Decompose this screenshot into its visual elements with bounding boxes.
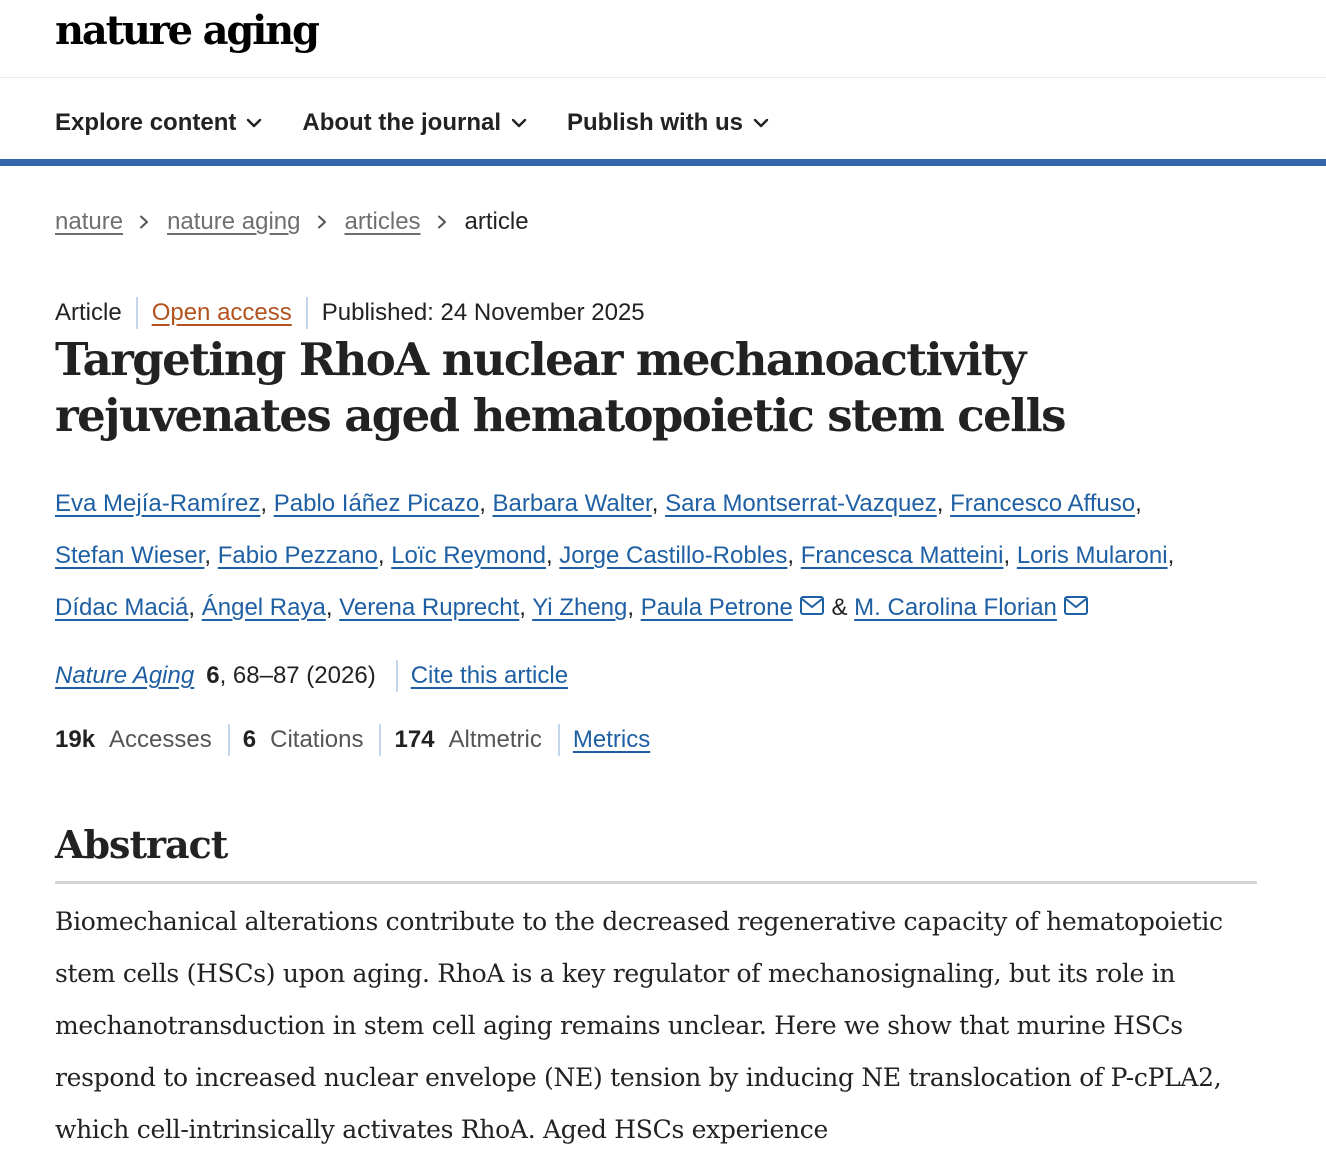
article-type: Article	[55, 299, 122, 326]
author-link[interactable]: Pablo Iáñez Picazo	[273, 490, 480, 517]
author-link[interactable]: Eva Mejía-Ramírez	[55, 490, 261, 517]
author-link[interactable]: Ángel Raya	[201, 594, 326, 621]
article-title: Targeting RhoA nuclear mechanoactivity rejuvenates aged hematopoietic stem cells	[55, 333, 1065, 442]
breadcrumb-link-nature-aging[interactable]: nature aging	[167, 208, 301, 235]
citations-count: 6	[242, 726, 257, 753]
metrics-divider	[379, 724, 381, 756]
author-link[interactable]: Sara Montserrat-Vazquez	[665, 490, 937, 517]
author-list	[55, 478, 1285, 634]
author-link[interactable]: Barbara Walter	[492, 490, 652, 517]
breadcrumb-current: article	[464, 208, 529, 235]
journal-logo[interactable]: nature aging	[55, 7, 318, 54]
author-separator: ,	[260, 490, 274, 517]
abstract-text: Biomechanical alterations contribute to the decreased regenerative capacity of hematopoietic stem cells (HSCs) upon aging. RhoA is a key regulator of mechanosignaling, but its role in mechanotransduction in stem cell aging remains unclear. Here we show that murine HSCs respond to increased nuclear envelope (NE) tension by inducing NE translocation of P-cPLA2, which cell-intrinsically activates RhoA. Aged HSCs experience	[55, 907, 1223, 1144]
author-link[interactable]: Loris Mularoni	[1016, 542, 1168, 569]
author-separator: ,	[1003, 542, 1017, 569]
author-link[interactable]: Stefan Wieser	[55, 542, 205, 569]
author-separator: ,	[377, 542, 392, 569]
breadcrumb	[55, 208, 529, 236]
citations-label: Citations	[270, 726, 364, 753]
citation-divider	[396, 660, 398, 692]
cite-this-article-link[interactable]: Cite this article	[410, 662, 569, 689]
envelope-icon[interactable]	[799, 584, 825, 606]
author-link[interactable]: Dídac Maciá	[55, 594, 189, 621]
author-separator: ,	[1135, 490, 1142, 517]
envelope-icon[interactable]	[1063, 584, 1089, 606]
breadcrumb-link-nature[interactable]: nature	[55, 208, 124, 235]
meta-divider	[306, 297, 308, 329]
altmetric-label: Altmetric	[448, 726, 542, 753]
author-separator: ,	[1167, 542, 1175, 569]
breadcrumb-link-articles[interactable]: articles	[344, 208, 421, 235]
author-link[interactable]: Paula Petrone	[640, 594, 793, 621]
nav-item-label: Explore content	[55, 109, 237, 136]
volume-number: 6	[206, 662, 220, 689]
author-separator: ,	[188, 594, 202, 621]
author-separator: ,	[479, 490, 493, 517]
chevron-down-icon	[511, 115, 527, 131]
author-separator: ,	[627, 594, 641, 621]
metrics-divider	[228, 724, 230, 756]
abstract-heading: Abstract	[55, 822, 228, 867]
citation-line	[55, 660, 568, 692]
abstract-divider	[55, 881, 1257, 884]
author-link[interactable]: Francesco Affuso	[950, 490, 1136, 517]
nav-explore-content[interactable]	[55, 107, 262, 139]
author-separator: ,	[204, 542, 218, 569]
main-nav	[0, 79, 1326, 166]
accesses-label: Accesses	[109, 726, 212, 753]
nav-item-label: About the journal	[302, 109, 502, 136]
author-link[interactable]: Loïc Reymond	[391, 542, 546, 569]
chevron-down-icon	[246, 115, 262, 131]
nav-item-label: Publish with us	[567, 109, 744, 136]
nav-publish-with-us[interactable]	[567, 107, 769, 139]
author-link[interactable]: Francesca Matteini	[800, 542, 1004, 569]
open-access-link[interactable]: Open access	[151, 299, 292, 326]
chevron-right-icon	[435, 215, 449, 229]
article-metrics	[55, 724, 650, 756]
metrics-link[interactable]: Metrics	[572, 726, 651, 753]
article-meta	[55, 297, 645, 329]
chevron-down-icon	[753, 115, 769, 131]
author-separator: ,	[325, 594, 340, 621]
author-separator: ,	[545, 542, 560, 569]
accesses-count: 19k	[55, 726, 96, 753]
author-separator: ,	[519, 594, 533, 621]
author-link[interactable]: Yi Zheng	[532, 594, 628, 621]
meta-divider	[136, 297, 138, 329]
author-separator: ,	[651, 490, 666, 517]
chevron-right-icon	[137, 215, 151, 229]
pages-year: , 68–87 (2026)	[219, 662, 376, 689]
metrics-divider	[558, 724, 560, 756]
author-separator: ,	[787, 542, 801, 569]
author-link[interactable]: Verena Ruprecht	[339, 594, 520, 621]
altmetric-score: 174	[394, 726, 435, 753]
nav-about-the-journal[interactable]	[302, 107, 527, 139]
chevron-right-icon	[315, 215, 329, 229]
published-date: Published: 24 November 2025	[321, 299, 645, 326]
author-link[interactable]: Fabio Pezzano	[217, 542, 378, 569]
author-link[interactable]: Jorge Castillo-Robles	[559, 542, 788, 569]
author-separator: ,	[936, 490, 951, 517]
author-link[interactable]: M. Carolina Florian	[854, 594, 1057, 621]
site-header	[0, 0, 1326, 78]
journal-name-link[interactable]: Nature Aging	[55, 662, 195, 689]
author-ampersand: &	[824, 594, 855, 621]
